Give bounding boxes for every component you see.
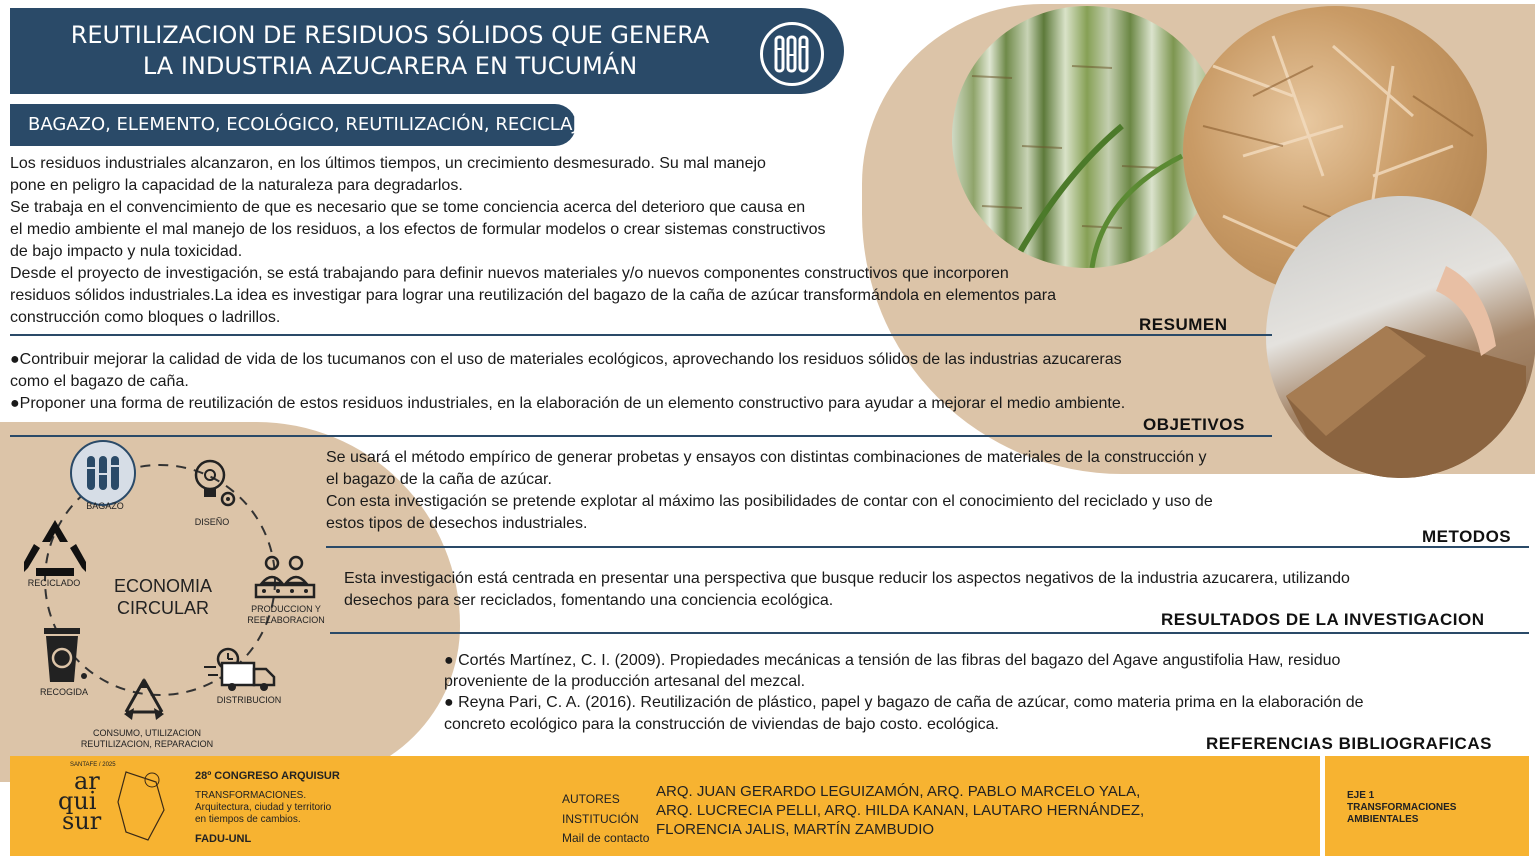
institucion-label: INSTITUCIÓN <box>562 812 639 826</box>
keywords-banner <box>10 104 595 146</box>
lightbulb-gear-icon <box>188 455 238 518</box>
resumen-line: Desde el proyecto de investigación, se está trabajando para definir nuevos materiales y/o nuevos componentes constructivos que incorporen <box>10 265 1009 282</box>
eje-line-2: TRANSFORMACIONES <box>1347 802 1457 813</box>
authors-list <box>656 782 1144 839</box>
eje-label <box>1347 790 1456 826</box>
congress-theme <box>195 790 331 826</box>
diseno-label: DISEÑO <box>194 517 230 527</box>
referencia-line: ● Reyna Pari, C. A. (2016). Reutilización de plástico, papel y bagazo de caña de azúcar, como materia prima en la elaboración de <box>444 694 1364 711</box>
resumen-line: Los residuos industriales alcanzaron, en los últimos tiempos, un crecimiento desmesurado. Su mal manejo <box>10 155 766 172</box>
resultados-line: desechos para ser reciclados, fomentando una conciencia ecológica. <box>344 592 834 609</box>
keywords-text: BAGAZO, ELEMENTO, ECOLÓGICO, REUTILIZACIÓN, RECICLAJE. <box>28 114 595 135</box>
resumen-line: pone en peligro la capacidad de la naturaleza para degradarlos. <box>10 177 463 194</box>
resultados-line: Esta investigación está centrada en presentar una perspectiva que busque reducir los aspectos negativos de la industria azucarera, utilizando <box>344 570 1350 587</box>
consumo-label <box>74 728 220 750</box>
logo-top-text: SANTAFE / 2025 <box>70 762 116 768</box>
resumen-line: de bajo impacto y nula toxicidad. <box>10 243 243 260</box>
resumen-line: Se trabaja en el convencimiento de que es necesario que se tome conciencia acerca del deterioro que causa en <box>10 199 806 216</box>
factory-workers-icon <box>250 553 320 608</box>
title-banner <box>10 8 844 94</box>
metodos-line: el bagazo de la caña de azúcar. <box>326 471 552 488</box>
objetivos-line: ●Contribuir mejorar la calidad de vida de los tucumanos con el uso de materiales ecológicos, aprovechando los residuos sólidos de las industrias azucareras <box>10 351 1122 368</box>
resumen-line: construcción como bloques o ladrillos. <box>10 309 281 326</box>
recycle-bin-icon <box>38 624 90 691</box>
resumen-line: residuos sólidos industriales.La idea es investigar para lograr una reutilización del bagazo de la caña de azúcar transformándola en elementos para <box>10 287 1056 304</box>
referencias-heading: REFERENCIAS BIBLIOGRAFICAS <box>1206 734 1492 753</box>
autores-label: AUTORES <box>562 792 620 806</box>
objetivos-heading: OBJETIVOS <box>1143 415 1245 434</box>
metodos-line: estos tipos de desechos industriales. <box>326 515 588 532</box>
section-divider <box>330 632 1529 634</box>
objetivos-line: como el bagazo de caña. <box>10 373 189 390</box>
distribucion-label: DISTRIBUCION <box>216 695 282 705</box>
circular-label: CIRCULAR <box>116 598 209 618</box>
objetivos-line: ●Proponer una forma de reutilización de estos residuos industriales, en la elaboración de un elemento constructivo para ayudar a mejorar el medio ambiente. <box>10 395 1126 412</box>
consumo-label-line2: REUTILIZACION, REPARACION <box>80 739 214 749</box>
theme-line-2: Arquitectura, ciudad y territorio <box>195 802 332 813</box>
authors-line-2: ARQ. LUCRECIA PELLI, ARQ. HILDA KANAN, LAUTARO HERNÁNDEZ, <box>656 802 1145 819</box>
economia-label: ECONOMIA <box>113 576 212 596</box>
referencia-line: ● Cortés Martínez, C. I. (2009). Propiedades mecánicas a tensión de las fibras del bagazo del Agave angustifolia Haw, residuo <box>444 652 1341 669</box>
section-divider <box>326 546 1529 548</box>
consumo-label-line1: CONSUMO, UTILIZACION <box>92 728 201 738</box>
recycling-symbol-icon <box>22 518 88 585</box>
theme-line-1: TRANSFORMACIONES. <box>195 790 307 801</box>
sugarcane-icon <box>760 22 824 86</box>
bagazo-label: BAGAZO <box>86 501 124 511</box>
resultados-heading: RESULTADOS DE LA INVESTIGACION <box>1161 610 1485 629</box>
congress-name: 28º CONGRESO ARQUISUR <box>195 770 340 782</box>
referencia-line: proveniente de la producción artesanal del mezcal. <box>444 673 806 690</box>
resumen-line: el medio ambiente el mal manejo de los residuos, a los efectos de formular modelos o crear sistemas constructivos <box>10 221 826 238</box>
bagasse-block-photo <box>1266 196 1535 478</box>
arquisur-logo <box>56 762 176 850</box>
sugarcane-photo <box>952 6 1222 268</box>
logo-sur: sur <box>62 807 102 835</box>
resumen-heading: RESUMEN <box>1139 315 1228 334</box>
recycle-arrows-icon <box>114 676 174 735</box>
referencia-line: concreto ecológico para la construcción de viviendas de bajo costo. ecológica. <box>444 716 999 733</box>
poster-title <box>50 20 730 82</box>
footer-bar <box>10 756 1320 856</box>
title-line-2: LA INDUSTRIA AZUCARERA EN TUCUMÁN <box>142 52 638 80</box>
economia-circular-label <box>113 575 213 619</box>
metodos-line: Con esta investigación se pretende explotar al máximo las posibilidades de contar con el conocimiento del reciclado y uso de <box>326 493 1213 510</box>
metodos-heading: METODOS <box>1422 527 1512 546</box>
authors-line-1: ARQ. JUAN GERARDO LEGUIZAMÓN, ARQ. PABLO MARCELO YALA, <box>656 783 1141 800</box>
theme-line-3: en tiempos de cambios. <box>195 814 301 825</box>
metodos-line: Se usará el método empírico de generar probetas y ensayos con distintas combinaciones de materiales de la construcción y <box>326 449 1207 466</box>
logo-qui: qui <box>58 787 97 815</box>
university-name: FADU-UNL <box>195 833 252 845</box>
produccion-label-line1: PRODUCCION Y <box>251 604 321 614</box>
produccion-label <box>244 604 328 626</box>
eje-box <box>1325 756 1529 856</box>
eje-line-3: AMBIENTALES <box>1347 814 1419 825</box>
produccion-label-line2: REELABORACION <box>247 615 325 625</box>
section-divider <box>10 334 1272 336</box>
mail-label: Mail de contacto <box>562 831 650 845</box>
eje-line-1: EJE 1 <box>1347 790 1375 801</box>
logo-ar: ar <box>74 767 100 795</box>
authors-line-3: FLORENCIA JALIS, MARTÍN ZAMBUDIO <box>656 821 935 838</box>
delivery-truck-icon <box>200 645 280 700</box>
bagazo-icon <box>70 440 136 506</box>
title-line-1: REUTILIZACION DE RESIDUOS SÓLIDOS QUE GENERA <box>70 21 710 49</box>
recogida-label: RECOGIDA <box>39 687 88 697</box>
reciclado-label: RECICLADO <box>27 578 81 588</box>
